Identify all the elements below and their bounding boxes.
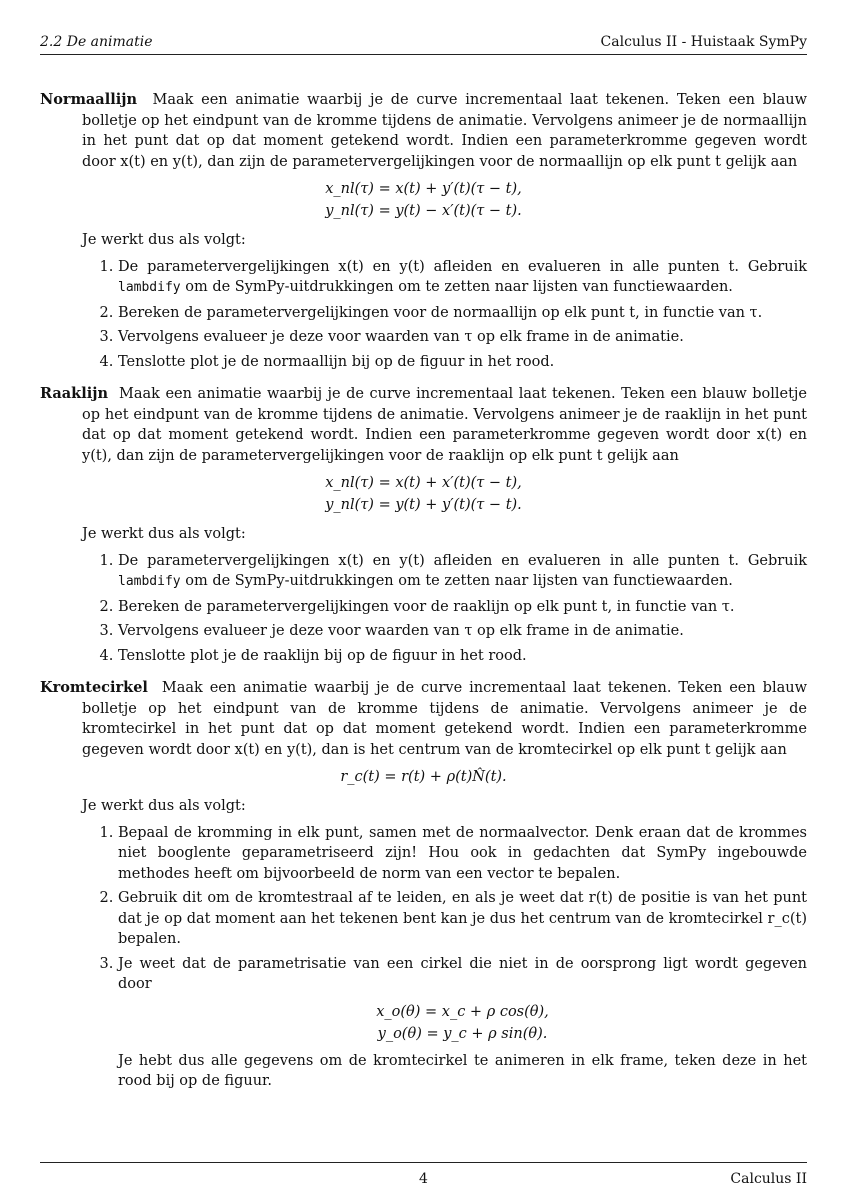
equation-block (40, 178, 807, 222)
section-raaklijn (40, 384, 807, 466)
section-kromtecirkel (40, 678, 807, 760)
list-item: 3. Vervolgens evalueer je deze voor waarden van τ op elk frame in de animatie. (118, 621, 807, 642)
section-text: Maak een animatie waarbij je de curve incrementaal laat tekenen. Teken een blauw bolletje op het eindpunt van de kromme tijdens de animatie. Vervolgens animeer je de raaklijn in het punt dat op dat moment getekend wordt. Indien een parameterkromme gegeven wordt door x(t) en y(t), dan zijn de parametervergelijkingen voor de raaklijn op elk punt t gelijk aan (82, 386, 807, 464)
equation-line: y_nl(τ) = y(t) − x′(t)(τ − t). (325, 203, 522, 219)
section-title: Normaallijn (40, 91, 138, 108)
section-normaallijn (40, 90, 807, 172)
list-item: 1. De parametervergelijkingen x(t) en y(t) afleiden en evalueren in alle punten t. Gebruik lambdify om de SymPy-uitdrukkingen om te zetten naar lijsten van functiewaarden. (118, 257, 807, 299)
page-header (40, 32, 807, 55)
code-lambdify: lambdify (118, 280, 181, 295)
list-item: 4. Tenslotte plot je de normaallijn bij op de figuur in het rood. (118, 352, 807, 373)
equation-line: y_nl(τ) = y(t) + y′(t)(τ − t). (325, 497, 522, 513)
list-item: 1. De parametervergelijkingen x(t) en y(t) afleiden en evalueren in alle punten t. Gebruik lambdify om de SymPy-uitdrukkingen om te zetten naar lijsten van functiewaarden. (118, 551, 807, 593)
list-item: 2. Bereken de parametervergelijkingen voor de normaallijn op elk punt t, in functie van τ. (118, 303, 807, 324)
list-item: 3. Je weet dat de parametrisatie van een cirkel die niet in de oorsprong ligt wordt gegeven door x_o(θ) = x_c + ρ cos(θ), y_o(θ) = y_c + ρ sin(θ). Je hebt dus alle gegevens om de kromtecirkel te animeren in elk frame, teken deze in het rood bij op de figuur. (118, 954, 807, 1092)
equation-line: x_nl(τ) = x(t) + x′(t)(τ − t), (325, 475, 522, 491)
page-footer (40, 1162, 807, 1189)
footer-course: Calculus II (730, 1171, 807, 1187)
list-item-continuation: Je hebt dus alle gegevens om de kromtecirkel te animeren in elk frame, teken deze in het rood bij op de figuur. (118, 1052, 807, 1089)
steps-list (40, 551, 807, 667)
equation-line: x_o(θ) = x_c + ρ cos(θ), (376, 1003, 549, 1020)
section-title: Raaklijn (40, 385, 109, 402)
code-lambdify: lambdify (118, 574, 181, 589)
equation-block (40, 766, 807, 788)
list-item: 4. Tenslotte plot je de raaklijn bij op de figuur in het rood. (118, 646, 807, 667)
list-item: 2. Bereken de parametervergelijkingen voor de raaklijn op elk punt t, in functie van τ. (118, 597, 807, 618)
steps-list (40, 823, 807, 1092)
equation-block (40, 472, 807, 516)
section-title: Kromtecirkel (40, 679, 148, 696)
section-text: Maak een animatie waarbij je de curve incrementaal laat tekenen. Teken een blauw bolletje op het eindpunt van de kromme tijdens de animatie. Vervolgens animeer je de kromtecirkel in het punt dat op dat moment getekend wordt. Indien een parameterkromme gegeven wordt door x(t) en y(t), dan is het centrum van de kromtecirkel op elk punt t gelijk aan (82, 680, 807, 758)
steps-intro: Je werkt dus als volgt: (82, 798, 246, 814)
equation-line: y_o(θ) = y_c + ρ sin(θ). (377, 1025, 548, 1042)
list-item: 2. Gebruik dit om de kromtestraal af te leiden, en als je weet dat r(t) de positie is van het punt dat je op dat moment aan het tekenen bent kan je dus het centrum van de kromtecirkel r_c(t) bepalen. (118, 888, 807, 950)
list-item: 3. Vervolgens evalueer je deze voor waarden van τ op elk frame in de animatie. (118, 327, 807, 348)
steps-list (40, 257, 807, 373)
page-number: 4 (419, 1171, 428, 1187)
equation-line: x_nl(τ) = x(t) + y′(t)(τ − t), (325, 181, 522, 197)
section-text: Maak een animatie waarbij je de curve incrementaal laat tekenen. Teken een blauw bolletje op het eindpunt van de kromme tijdens de animatie. Vervolgens animeer je de normaallijn in het punt dat op dat moment getekend wordt. Indien een parameterkromme gegeven wordt door x(t) en y(t), dan zijn de parametervergelijkingen voor de normaallijn op elk punt t gelijk aan (82, 92, 807, 170)
steps-intro: Je werkt dus als volgt: (82, 232, 246, 248)
header-course-title: Calculus II - Huistaak SymPy (600, 34, 807, 50)
list-item: 1. Bepaal de kromming in elk punt, samen met de normaalvector. Denk eraan dat de krommes niet booglente geparametriseerd zijn! Hou ook in gedachten dat SymPy ingebouwde methodes heeft om bijvoorbeeld de norm van een vector te bepalen. (118, 823, 807, 885)
equation-block (118, 1001, 807, 1045)
equation-line: r_c(t) = r(t) + ρ(t)N̂(t). (340, 769, 507, 785)
steps-intro: Je werkt dus als volgt: (82, 526, 246, 542)
header-section-title: 2.2 De animatie (40, 34, 153, 50)
document-body (40, 90, 807, 1098)
